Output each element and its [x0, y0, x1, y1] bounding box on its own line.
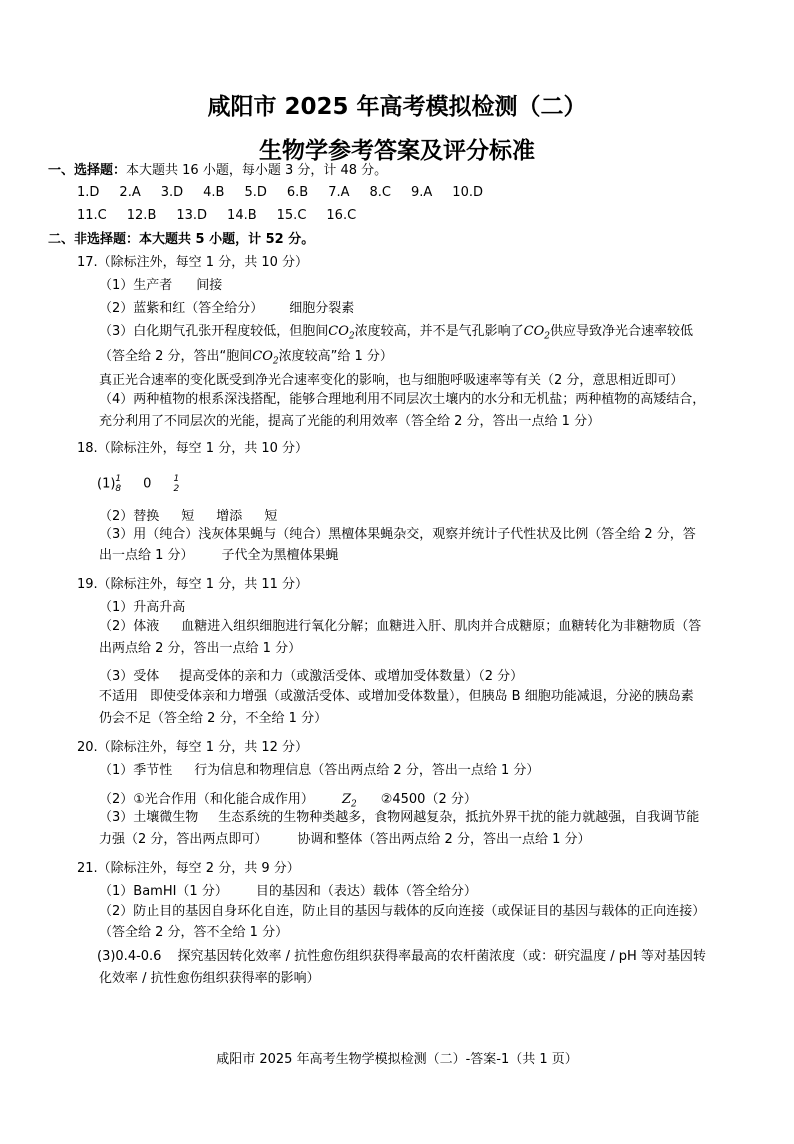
q19-l5-part1: 不适用 [99, 689, 139, 704]
q19-l2-part2: 血糖进入组织细胞进行氧化分解；血糖进入肝、肌肉并合成糖原；血糖转化为非糖物质（答 [181, 619, 702, 634]
mc-answers-row1 [77, 184, 503, 202]
q20-l3-part1: （3）土壤微生物 [99, 810, 199, 825]
q19-l5-part2: 即使受体亲和力增强（或激活受体、或增加受体数量），但胰岛 B 细胞功能减退，分泌的胰岛素 [150, 689, 694, 704]
section1-heading: 一、选择题： [48, 163, 127, 178]
mc-answer: 1.D [77, 185, 100, 200]
mc-answer: 5.D [244, 185, 267, 200]
q19-head: 19.（除标注外，每空 1 分，共 11 分） [77, 577, 309, 592]
mc-answer: 4.B [203, 185, 225, 200]
frac2-num: 1 [173, 474, 180, 484]
co2-formula [328, 324, 355, 342]
q18-l1-zero: 0 [143, 476, 152, 492]
q19-line1: （1）升高升高 [99, 600, 186, 615]
q17-line1 [99, 277, 222, 295]
q21-l4-part2: 探究基因转化效率 / 抗性愈伤组织获得率最高的农杆菌浓度（或：研究温度 / pH 等对基因转 [177, 949, 706, 964]
q21-line5: 化效率 / 抗性愈伤组织获得率的影响） [99, 971, 320, 986]
q17-l3-part3: 供应导致净光合速率较低 [549, 324, 693, 339]
q17-ans4: 细胞分裂素 [289, 301, 355, 316]
section1-line [48, 162, 387, 180]
mc-answer: 13.D [176, 208, 208, 223]
q17-l4-part1: （答全给 2 分，答出“胞间 [99, 349, 253, 364]
q17-l3-part1: （3）白化期气孔张开程度较低，但胞间 [99, 324, 329, 339]
q17-line6: （4）两种植物的根系深浅搭配，能够合理地利用不同层次土壤内的水分和无机盐；两种植物的高矮结合， [99, 392, 706, 407]
co2-sub: 2 [348, 331, 355, 342]
page-title: 咸阳市 2025 年高考模拟检测（二） [207, 94, 587, 120]
q20-l1-part2: 行为信息和物理信息（答出两点给 2 分，答出一点给 1 分） [194, 763, 540, 778]
q21-line1 [99, 883, 477, 901]
q17-head: 17.（除标注外，每空 1 分，共 10 分） [77, 255, 309, 270]
q20-line4 [99, 831, 590, 849]
q18-ans-c: 增添 [216, 509, 243, 524]
q18-line3: （3）用（纯合）浅灰体果蝇与（纯合）黑檀体果蝇杂交，观察并统计子代性状及比例（答全给 2 分，答 [99, 527, 696, 542]
q17-line4 [99, 348, 393, 371]
q17-line5: 真正光合速率的变化既受到净光合速率变化的影响，也与细胞呼吸速率等有关（2 分，意思相近即可） [99, 373, 684, 388]
page-subtitle: 生物学参考答案及评分标准 [259, 138, 535, 164]
q20-line3 [99, 809, 699, 827]
co2-formula [252, 349, 279, 367]
mc-answer: 11.C [77, 208, 107, 223]
section1-desc: 本大题共 16 小题，每小题 3 分，计 48 分。 [126, 163, 388, 178]
mc-answer: 8.C [369, 185, 391, 200]
mc-answer: 16.C [326, 208, 357, 223]
q18-l1-prefix: (1) [97, 476, 116, 492]
q18-ans-d: 短 [264, 509, 278, 524]
z2-symbol [341, 792, 357, 810]
q21-line2: （2）防止目的基因自身环化自连，防止目的基因与载体的反向连接（或保证目的基因与载体的正向连接） [99, 904, 706, 919]
q20-l4-part2: 协调和整体（答出两点给 2 分，答出一点给 1 分） [297, 832, 591, 847]
q19-line2 [99, 618, 701, 636]
fraction-one-half [173, 474, 179, 494]
q19-l4-part1: （3）受体 [99, 669, 160, 684]
q21-l1-part1: （1）BamHI（1 分） [99, 884, 228, 899]
mc-answer: 14.B [227, 208, 257, 223]
co2-main: CO [328, 324, 349, 339]
q21-l1-part2: 目的基因和（表达）载体（答全给分） [255, 884, 477, 899]
q19-l2-part1: （2）体液 [99, 619, 160, 634]
q18-line4 [99, 547, 339, 565]
mc-answer: 10.D [452, 185, 483, 200]
q17-line2 [99, 300, 354, 318]
q17-line7: 充分利用了不同层次的光能，提高了光能的利用效率（答全给 2 分，答出一点给 1 分） [99, 414, 601, 429]
q17-l4-part2: 浓度较高”给 1 分） [278, 349, 393, 364]
frac2-den: 2 [173, 484, 180, 494]
q18-l4-part1: 出一点给 1 分） [99, 548, 194, 563]
mc-answer: 7.A [328, 185, 350, 200]
mc-answers-row2 [77, 207, 376, 225]
co2-sub: 2 [544, 331, 550, 342]
page-footer: 咸阳市 2025 年高考生物学模拟检测（二）-答案-1（共 1 页） [216, 1052, 578, 1067]
q21-line4 [97, 948, 706, 966]
q18-ans-b: 短 [181, 509, 195, 524]
q20-l1-part1: （1）季节性 [99, 763, 173, 778]
mc-answer: 2.A [119, 185, 141, 200]
co2-sub: 2 [272, 356, 279, 367]
mc-answer: 3.D [160, 185, 184, 200]
mc-answer: 12.B [126, 208, 157, 223]
frac1-num: 1 [115, 474, 122, 484]
mc-answer: 15.C [276, 208, 307, 223]
q18-line1 [97, 474, 179, 494]
q20-l2-part3: ②4500（2 分） [380, 792, 477, 807]
q20-head: 20.（除标注外，每空 1 分，共 12 分） [77, 740, 309, 755]
q17-line3 [99, 323, 693, 346]
q17-l3-part2: 浓度较高，并不是气孔影响了 [354, 324, 524, 339]
z2-main: Z [341, 792, 351, 807]
q21-head: 21.（除标注外，每空 2 分，共 9 分） [77, 861, 300, 876]
frac1-den: 8 [115, 484, 122, 494]
z2-sub: 2 [350, 799, 357, 810]
q20-l3-part2: 生态系统的生物种类越多，食物网越复杂，抵抗外界干扰的能力就越强，自我调节能 [218, 810, 700, 825]
q19-line3: 出两点给 2 分，答出一点给 1 分） [99, 641, 302, 656]
q18-l4-part2: 子代全为黑檀体果蝇 [221, 548, 339, 563]
mc-answer: 9.A [411, 185, 433, 200]
mc-answer: 6.B [286, 185, 309, 200]
q17-ans3: （2）蓝紫和红（答全给分） [99, 301, 264, 316]
q18-line2 [99, 508, 277, 526]
section2-heading: 二、非选择题：本大题共 5 小题，计 52 分。 [48, 232, 315, 247]
co2-main: CO [252, 349, 273, 364]
q18-head: 18.（除标注外，每空 1 分，共 10 分） [77, 441, 309, 456]
q19-line6: 仍会不足（答全给 2 分，不全给 1 分） [99, 711, 328, 726]
q18-ans-a: （2）替换 [99, 509, 160, 524]
q19-line5 [99, 688, 694, 706]
q20-line1 [99, 762, 539, 780]
q19-l4-part2: 提高受体的亲和力（或激活受体、或增加受体数量）（2 分） [179, 669, 524, 684]
co2-main: CO [523, 324, 545, 339]
q17-ans2: 间接 [196, 278, 223, 293]
q20-l4-part1: 力强（2 分，答出两点即可） [99, 832, 268, 847]
q17-ans1: （1）生产者 [99, 278, 173, 293]
q19-line4 [99, 668, 523, 686]
co2-formula [523, 324, 550, 342]
q21-line3: （答全给 2 分，答不全给 1 分） [99, 925, 289, 940]
q20-l2-part1: （2）①光合作用（和化能合成作用） [99, 792, 314, 807]
q21-l4-part1: (3)0.4-0.6 [97, 949, 162, 964]
fraction-one-eighth [115, 474, 121, 494]
